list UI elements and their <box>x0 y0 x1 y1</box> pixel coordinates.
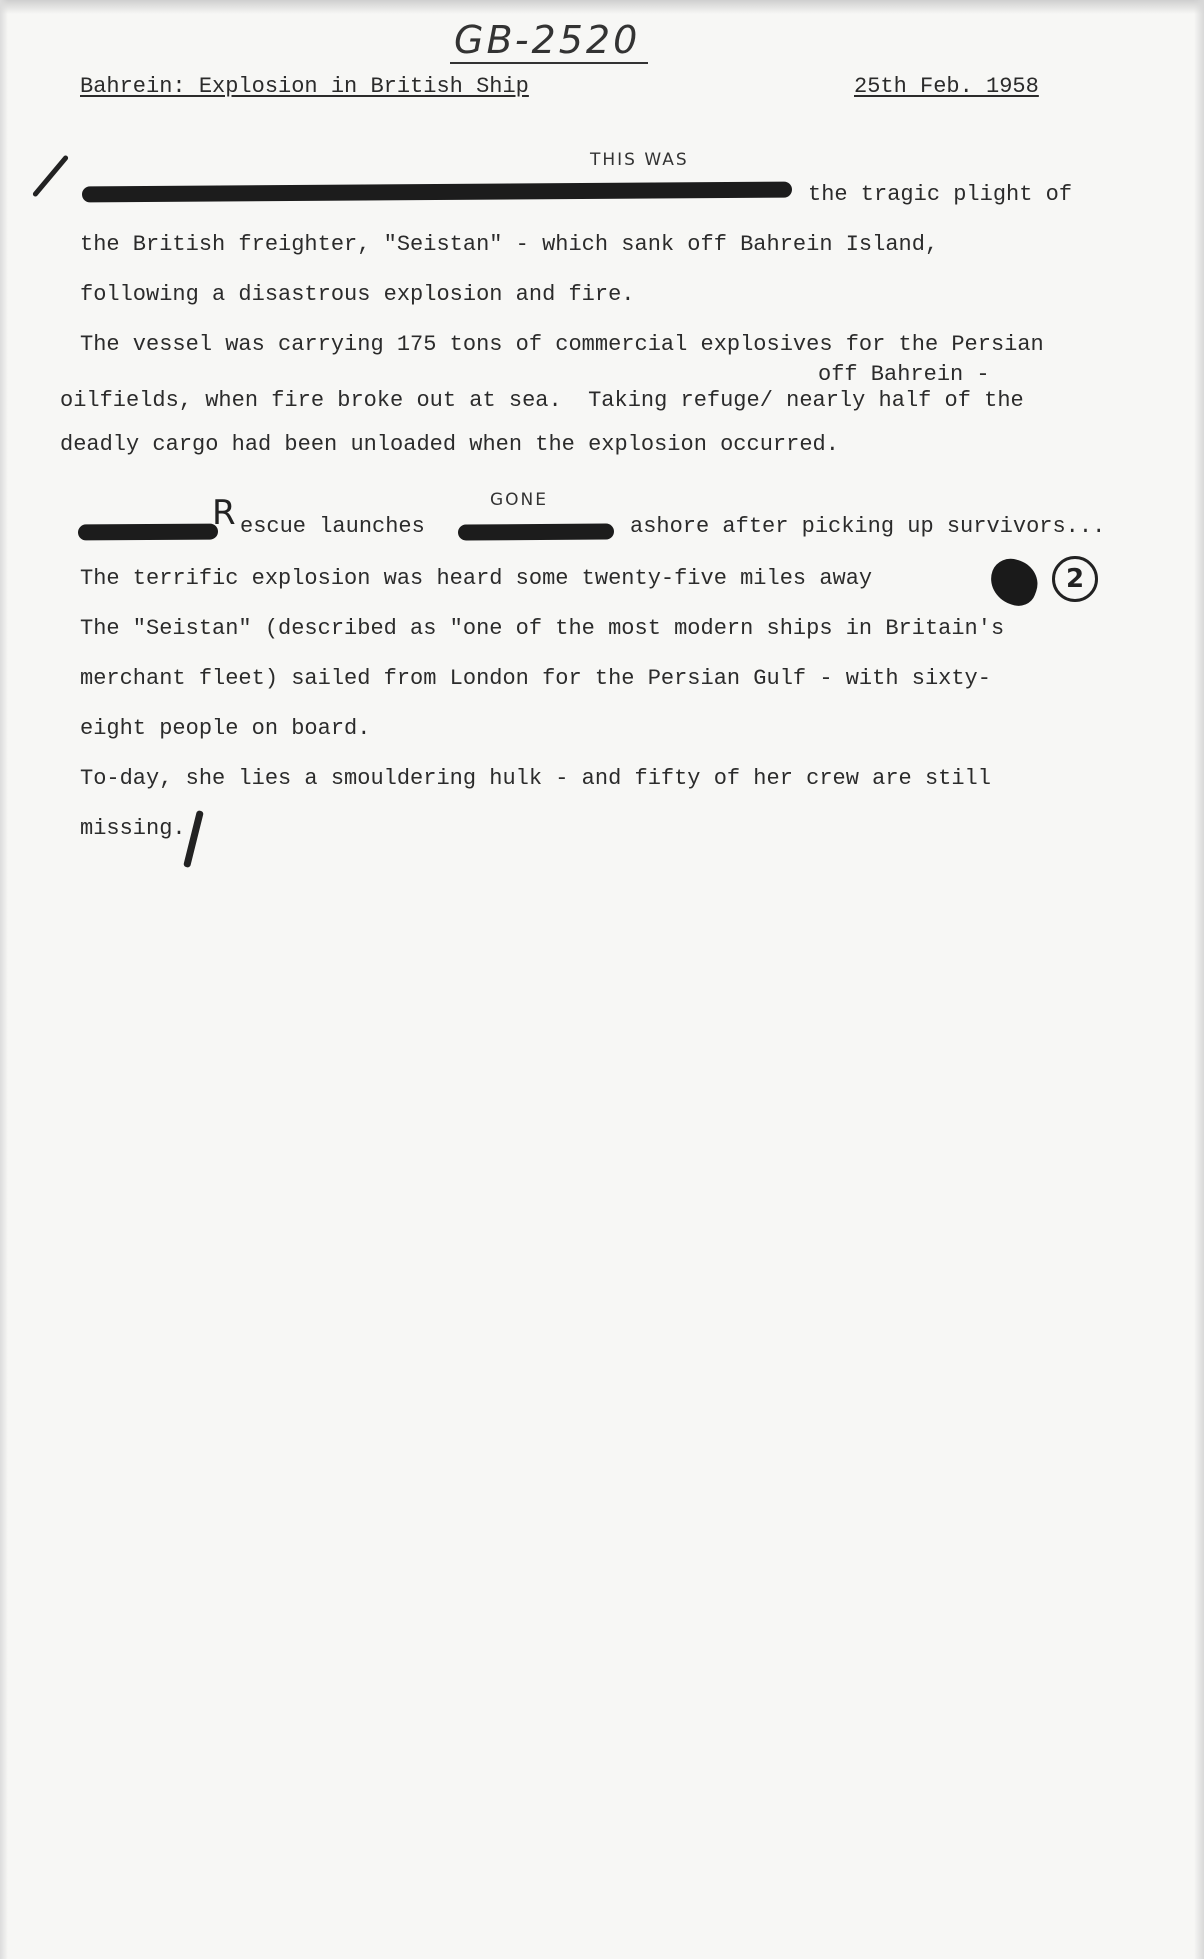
text-line: following a disastrous explosion and fire. <box>80 282 635 307</box>
paper-edge-right <box>1194 0 1204 1959</box>
handwritten-capital-r: R <box>212 493 236 533</box>
redaction-bar <box>82 182 792 203</box>
text-line: merchant fleet) sailed from London for the Persian Gulf - with sixty- <box>80 666 991 691</box>
text-line: escue launches <box>240 514 425 539</box>
text-line: The terrific explosion was heard some twenty-five miles away <box>80 566 873 591</box>
text-line: oilfields, when fire broke out at sea. Taking refuge/ nearly half of the <box>60 388 1024 413</box>
text-line: deadly cargo had been unloaded when the explosion occurred. <box>60 432 839 457</box>
paper-edge-top <box>0 0 1204 14</box>
text-line: To-day, she lies a smouldering hulk - and fifty of her crew are still <box>80 766 991 791</box>
document-date: 25th Feb. 1958 <box>854 74 1039 99</box>
text-line: eight people on board. <box>80 716 371 741</box>
paragraph-end-mark <box>183 810 204 868</box>
handwritten-insert-this-was: THIS WAS <box>590 150 689 170</box>
redaction-bar <box>458 523 614 540</box>
ink-blot <box>984 553 1044 611</box>
text-line: the British freighter, "Seistan" - which sank off Bahrein Island, <box>80 232 939 257</box>
text-line: ashore after picking up survivors... <box>630 514 1106 539</box>
page-number: 2 <box>1052 556 1098 602</box>
text-line: missing. <box>80 816 186 841</box>
text-insertion: off Bahrein - <box>818 362 990 387</box>
text-line: The vessel was carrying 175 tons of commercial explosives for the Persian <box>80 332 1044 357</box>
text-line: the tragic plight of <box>808 182 1073 207</box>
redaction-bar <box>78 524 218 541</box>
handwritten-insert-gone: GONE <box>490 490 549 510</box>
document-title: Bahrein: Explosion in British Ship <box>80 74 529 99</box>
reference-number: GB-2520 <box>450 18 648 64</box>
paper-edge-left <box>0 0 8 1959</box>
paragraph-start-mark <box>32 154 69 197</box>
text-line: The "Seistan" (described as "one of the most modern ships in Britain's <box>80 616 1005 641</box>
